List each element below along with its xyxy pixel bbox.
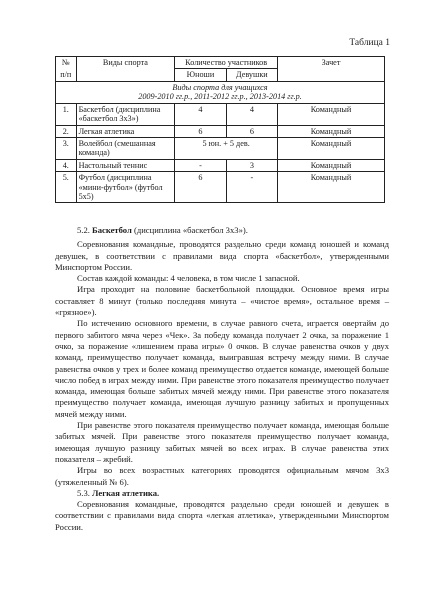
row-sport: Настольный теннис [76, 159, 175, 171]
paragraph-official-ball: Игры во всех возрастных категориях проводятся официальным мячом 3х3 (утяжеленный № 6). [55, 465, 389, 487]
section-5-3-heading [55, 488, 389, 499]
paragraph-overtime-scoring: По истечению основного времени, в случае равного счета, играется овертайм до первого забитого мяча через «Чек». За победу команда получает 2 очка, за поражение 1 очко, за поражение «лишением права игры» 0 очков. В случае равенства очков у двух команд, преимущество получает команда, выигравшая встречу между ними. В случае равенства очков у трех и более команд преимущество отдается команде, имеющей больше число побед в играх между ними. При равенстве этого показателя преимущество получает команда, имеющая больше забитых мячей между ними. При равенстве этого показателя преимущество получает команда, имеющая лучшую разницу забитых и пропущенных мячей между ними. [55, 318, 389, 419]
section-heading [56, 81, 385, 103]
table-caption: Таблица 1 [349, 38, 390, 48]
table-row [56, 125, 385, 137]
row-sport: Легкая атлетика [76, 125, 175, 137]
table-row [56, 103, 385, 125]
header-sport: Виды спорта [76, 57, 175, 82]
row-combined: 5 юн. + 5 дев. [175, 137, 278, 159]
table-row [56, 137, 385, 159]
row-boys: 4 [175, 103, 226, 125]
header-score: Зачет [278, 57, 385, 82]
section-5-3-title: Легкая атлетика. [92, 487, 160, 498]
header-num-2: п/п [56, 69, 77, 81]
sports-table [55, 56, 385, 203]
row-num: 4. [56, 159, 77, 171]
paragraph-tiebreak: При равенстве этого показателя преимущество получает команда, имеющая больше забитых мячей. При равенстве этого показателя преимущество получает команда, имеющая лучшую разницу забитых мячей во всех играх. В случае равенства этих показателя – жребий. [55, 420, 389, 464]
header-participants: Количество участников [175, 57, 278, 69]
table-row [56, 172, 385, 203]
paragraph-competition-rules: Соревнования командные, проводятся раздельно среди команд юношей и команд девушек, в соответствии с правилами вида спорта «баскетбол», утвержденными Минспортом России. [55, 239, 389, 272]
row-girls: 3 [226, 159, 277, 171]
section-5-3-number: 5.3. [77, 487, 90, 498]
row-score: Командный [278, 172, 385, 203]
section-5-2-heading [55, 225, 389, 236]
row-sport: Волейбол (смешанная команда) [76, 137, 175, 159]
row-sport: Баскетбол (дисциплина «баскетбол 3х3») [76, 103, 175, 125]
paragraph-team-composition: Состав каждой команды: 4 человека, в том числе 1 запасной. [77, 273, 300, 284]
table-row [56, 159, 385, 171]
header-boys: Юноши [175, 69, 226, 81]
row-num: 2. [56, 125, 77, 137]
row-girls: 6 [226, 125, 277, 137]
row-score: Командный [278, 125, 385, 137]
section-5-2-subtitle: (дисциплина «баскетбол 3х3»). [131, 225, 248, 235]
section-years: 2009-2010 гг.р., 2011-2012 гг.р., 2013-2014 гг.р. [138, 92, 302, 102]
header-girls: Девушки [226, 69, 277, 81]
paragraph-athletics-rules: Соревнования командные, проводятся раздельно среди юношей и девушек в соответствии с правилами вида спорта «легкая атлетика», утвержденными Минспортом России. [55, 499, 389, 532]
row-girls: - [226, 172, 277, 203]
paragraph-game-time: Игра проходит на половине баскетбольной площадки. Основное время игры составляет 8 минут (только последняя минута – «чистое время», остальное время – «грязное»). [55, 284, 389, 318]
row-sport: Футбол (дисциплина «мини-футбол» (футбол 5х5) [76, 172, 175, 203]
row-num: 5. [56, 172, 77, 203]
row-girls: 4 [226, 103, 277, 125]
row-score: Командный [278, 103, 385, 125]
row-boys: 6 [175, 125, 226, 137]
row-num: 1. [56, 103, 77, 125]
section-title: Виды спорта для учащихся [172, 82, 268, 92]
row-score: Командный [278, 159, 385, 171]
row-num: 3. [56, 137, 77, 159]
section-5-2-title: Баскетбол [92, 225, 132, 235]
sports-table-wrapper [55, 56, 385, 203]
header-num: № [56, 57, 77, 69]
document-body [55, 225, 389, 533]
row-boys: - [175, 159, 226, 171]
table-section-row [56, 81, 385, 103]
row-score: Командный [278, 137, 385, 159]
section-5-2-number: 5.2. [77, 225, 90, 235]
row-boys: 6 [175, 172, 226, 203]
table-header-row [56, 57, 385, 69]
